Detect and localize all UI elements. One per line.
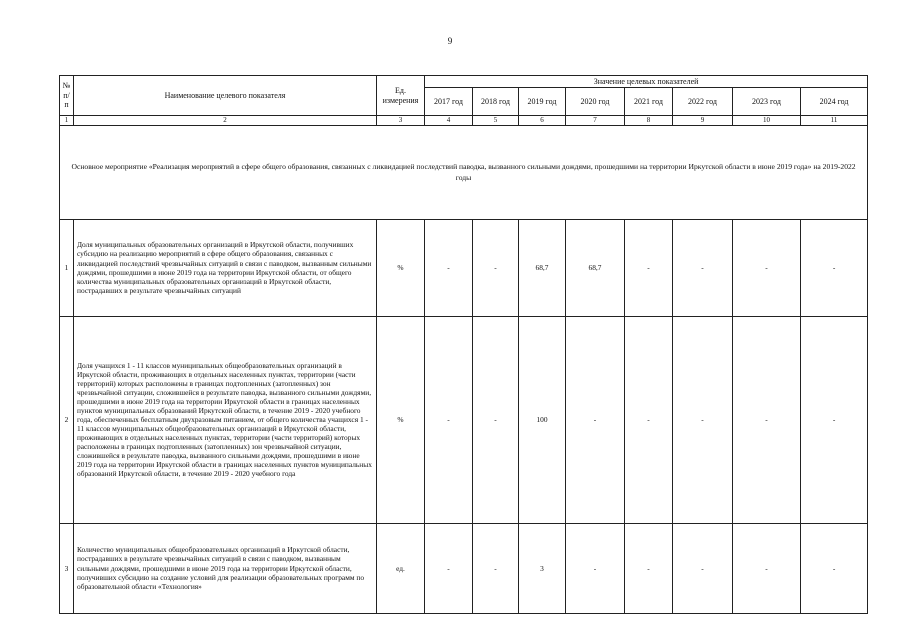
value-cell: - bbox=[473, 219, 519, 316]
value-cell: 100 bbox=[519, 316, 566, 523]
header-year: 2022 год bbox=[673, 88, 733, 116]
page-number: 9 bbox=[447, 36, 453, 46]
column-number: 6 bbox=[519, 116, 566, 126]
header-year: 2024 год bbox=[801, 88, 868, 116]
value-cell: - bbox=[625, 523, 673, 613]
column-number: 1 bbox=[60, 116, 74, 126]
header-year: 2020 год bbox=[566, 88, 625, 116]
table-row bbox=[60, 523, 868, 613]
column-number: 4 bbox=[425, 116, 473, 126]
column-number-row bbox=[60, 116, 868, 126]
column-number: 3 bbox=[377, 116, 425, 126]
column-number: 5 bbox=[473, 116, 519, 126]
section-title: Основное мероприятие «Реализация мероприятий в сфере общего образования, связанных с ликвидацией последствий паводка, вызванного сильными дождями, прошедшими на территории Иркутской области в июне 2019 года» на 2019-2022 годы bbox=[60, 125, 868, 219]
value-cell: - bbox=[566, 523, 625, 613]
header-year: 2021 год bbox=[625, 88, 673, 116]
value-cell: - bbox=[425, 219, 473, 316]
column-number: 9 bbox=[673, 116, 733, 126]
indicator-name: Доля муниципальных образовательных организаций в Иркутской области, получивших субсидию на реализацию мероприятий в сфере общего образования, связанных с ликвидацией последствий чрезвычайных ситуаций в связи с паводком, вызванным сильными дождями, прошедшими в июне 2019 года на территории Иркутской области, от общего количества муниципальных образовательных организаций в Иркутской области, пострадавших в результате чрезвычайных ситуаций bbox=[74, 219, 377, 316]
header-year: 2019 год bbox=[519, 88, 566, 116]
header-year: 2023 год bbox=[733, 88, 801, 116]
header-unit: Ед. измерения bbox=[377, 76, 425, 116]
header-year: 2017 год bbox=[425, 88, 473, 116]
value-cell: - bbox=[673, 219, 733, 316]
header-num: № п/п bbox=[60, 76, 74, 116]
column-number: 2 bbox=[74, 116, 377, 126]
unit-cell: % bbox=[377, 316, 425, 523]
row-number: 1 bbox=[60, 219, 74, 316]
value-cell: - bbox=[733, 219, 801, 316]
value-cell: - bbox=[473, 316, 519, 523]
value-cell: - bbox=[673, 523, 733, 613]
value-cell: - bbox=[801, 523, 868, 613]
indicator-name: Доля учащихся 1 - 11 классов муниципальных общеобразовательных организаций в Иркутской области, проживающих в отдельных населенных пунктах, территории (части территорий) которых расположены в границах подтопленных (затопленных) зон чрезвычайной ситуации, сложившейся в результате паводка, вызванного сильными дождями, прошедшими в июне 2019 года на территории Иркутской области в границах населенных пунктов муниципальных образований Иркутской области, в течение 2019 - 2020 учебного года, обеспеченных бесплатным двухразовым питанием, от общего количества учащихся 1 - 11 классов муниципальных общеобразовательных организаций в Иркутской области, проживающих в отдельных населенных пунктах, территории (части территорий) которых расположены в границах подтопленных (затопленных) зон чрезвычайной ситуации, сложившейся в результате паводка, вызванного сильными дождями, прошедшими в июне 2019 года на территории Иркутской области в границах населенных пунктов муниципальных образований Иркутской области, в течение 2019 - 2020 учебного года bbox=[74, 316, 377, 523]
row-number: 3 bbox=[60, 523, 74, 613]
value-cell: 3 bbox=[519, 523, 566, 613]
value-cell: - bbox=[801, 219, 868, 316]
unit-cell: % bbox=[377, 219, 425, 316]
column-number: 7 bbox=[566, 116, 625, 126]
column-number: 11 bbox=[801, 116, 868, 126]
value-cell: - bbox=[733, 316, 801, 523]
row-number: 2 bbox=[60, 316, 74, 523]
table-row bbox=[60, 219, 868, 316]
indicator-name: Количество муниципальных общеобразовательных организаций в Иркутской области, пострадавших в результате чрезвычайных ситуаций в связи с паводком, вызванным сильными дождями, прошедшими в июне 2019 года на территории Иркутской области, получивших субсидию на создание условий для реализации образовательных программ по образовательной области «Технология» bbox=[74, 523, 377, 613]
value-cell: - bbox=[625, 219, 673, 316]
value-cell: 68,7 bbox=[566, 219, 625, 316]
value-cell: - bbox=[673, 316, 733, 523]
header-year: 2018 год bbox=[473, 88, 519, 116]
column-number: 8 bbox=[625, 116, 673, 126]
value-cell: 68,7 bbox=[519, 219, 566, 316]
value-cell: - bbox=[625, 316, 673, 523]
unit-cell: ед. bbox=[377, 523, 425, 613]
header-values-group: Значение целевых показателей bbox=[425, 76, 868, 88]
header-indicator-name: Наименование целевого показателя bbox=[74, 76, 377, 116]
target-indicators-table bbox=[59, 75, 868, 614]
value-cell: - bbox=[733, 523, 801, 613]
value-cell: - bbox=[473, 523, 519, 613]
value-cell: - bbox=[425, 523, 473, 613]
value-cell: - bbox=[566, 316, 625, 523]
table-row bbox=[60, 316, 868, 523]
value-cell: - bbox=[801, 316, 868, 523]
column-number: 10 bbox=[733, 116, 801, 126]
value-cell: - bbox=[425, 316, 473, 523]
